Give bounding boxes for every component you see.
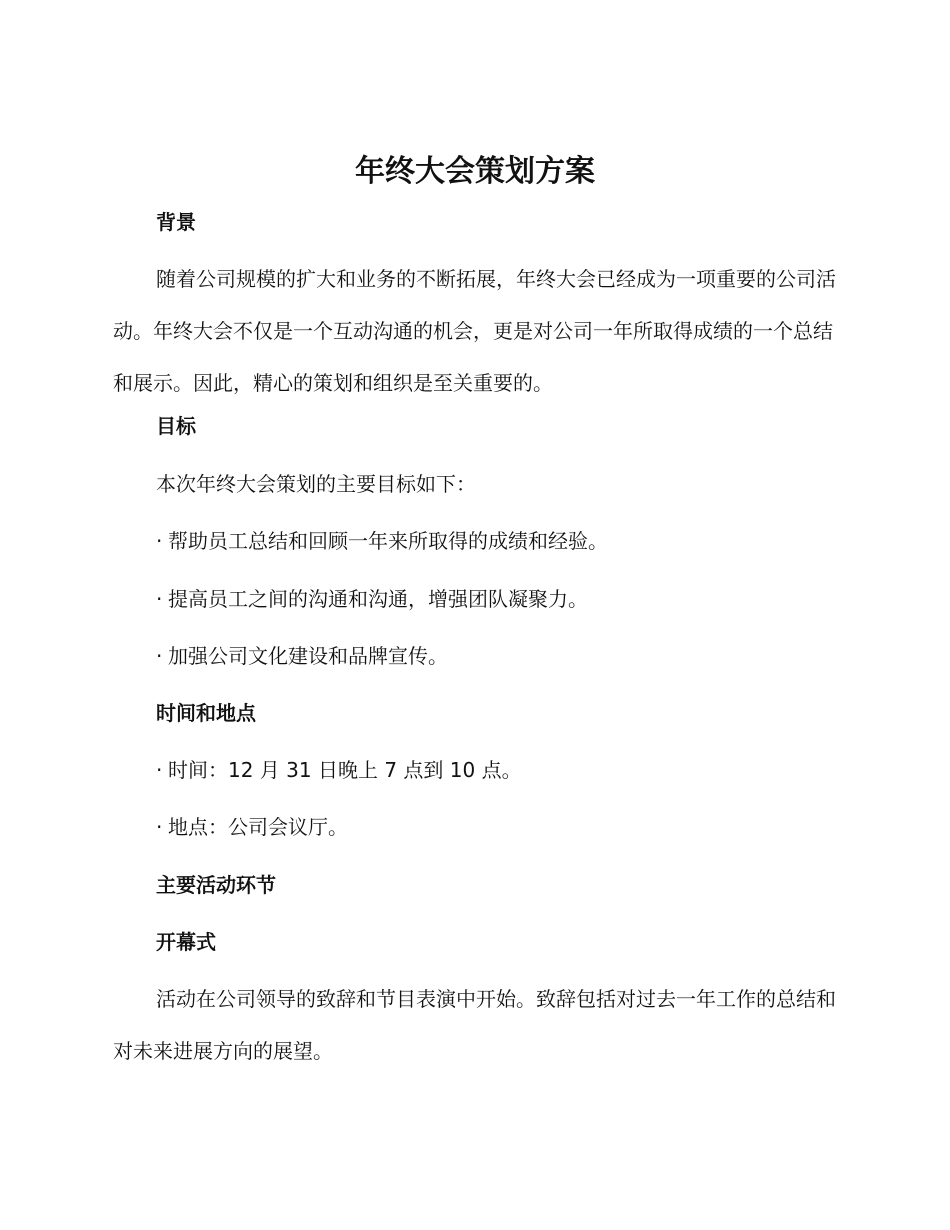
time-item: 时间：12 月 31 日晚上 7 点到 10 点。 xyxy=(168,758,522,782)
bullet-marker: · xyxy=(156,587,163,611)
bullet-marker: · xyxy=(156,644,163,668)
subsection-heading-opening: 开幕式 xyxy=(156,930,216,954)
goal-item-1: 帮助员工总结和回顾一年来所取得的成绩和经验。 xyxy=(168,529,608,553)
bullet-marker: · xyxy=(156,529,163,553)
goal-item-3: 加强公司文化建设和品牌宣传。 xyxy=(168,644,448,668)
bullet-marker: · xyxy=(156,758,163,782)
goals-intro: 本次年终大会策划的主要目标如下： xyxy=(156,472,476,496)
bullet-marker: · xyxy=(156,815,163,839)
list-item xyxy=(156,527,608,555)
section-heading-time-place: 时间和地点 xyxy=(156,701,256,725)
page-title: 年终大会策划方案 xyxy=(355,154,595,189)
list-item xyxy=(156,642,448,670)
list-item xyxy=(156,813,348,841)
list-item xyxy=(156,756,522,784)
place-item: 地点：公司会议厅。 xyxy=(168,815,348,839)
goal-item-2: 提高员工之间的沟通和沟通，增强团队凝聚力。 xyxy=(168,587,588,611)
opening-paragraph: 活动在公司领导的致辞和节目表演中开始。致辞包括对过去一年工作的总结和对未来进展方向的展望。 xyxy=(113,987,836,1063)
section-heading-goals: 目标 xyxy=(156,414,196,438)
section-heading-activities: 主要活动环节 xyxy=(156,873,276,897)
section-heading-background: 背景 xyxy=(156,210,196,234)
background-paragraph: 随着公司规模的扩大和业务的不断拓展，年终大会已经成为一项重要的公司活动。年终大会不仅是一个互动沟通的机会，更是对公司一年所取得成绩的一个总结和展示。因此，精心的策划和组织是至关重要的。 xyxy=(113,267,836,395)
list-item xyxy=(156,585,588,613)
